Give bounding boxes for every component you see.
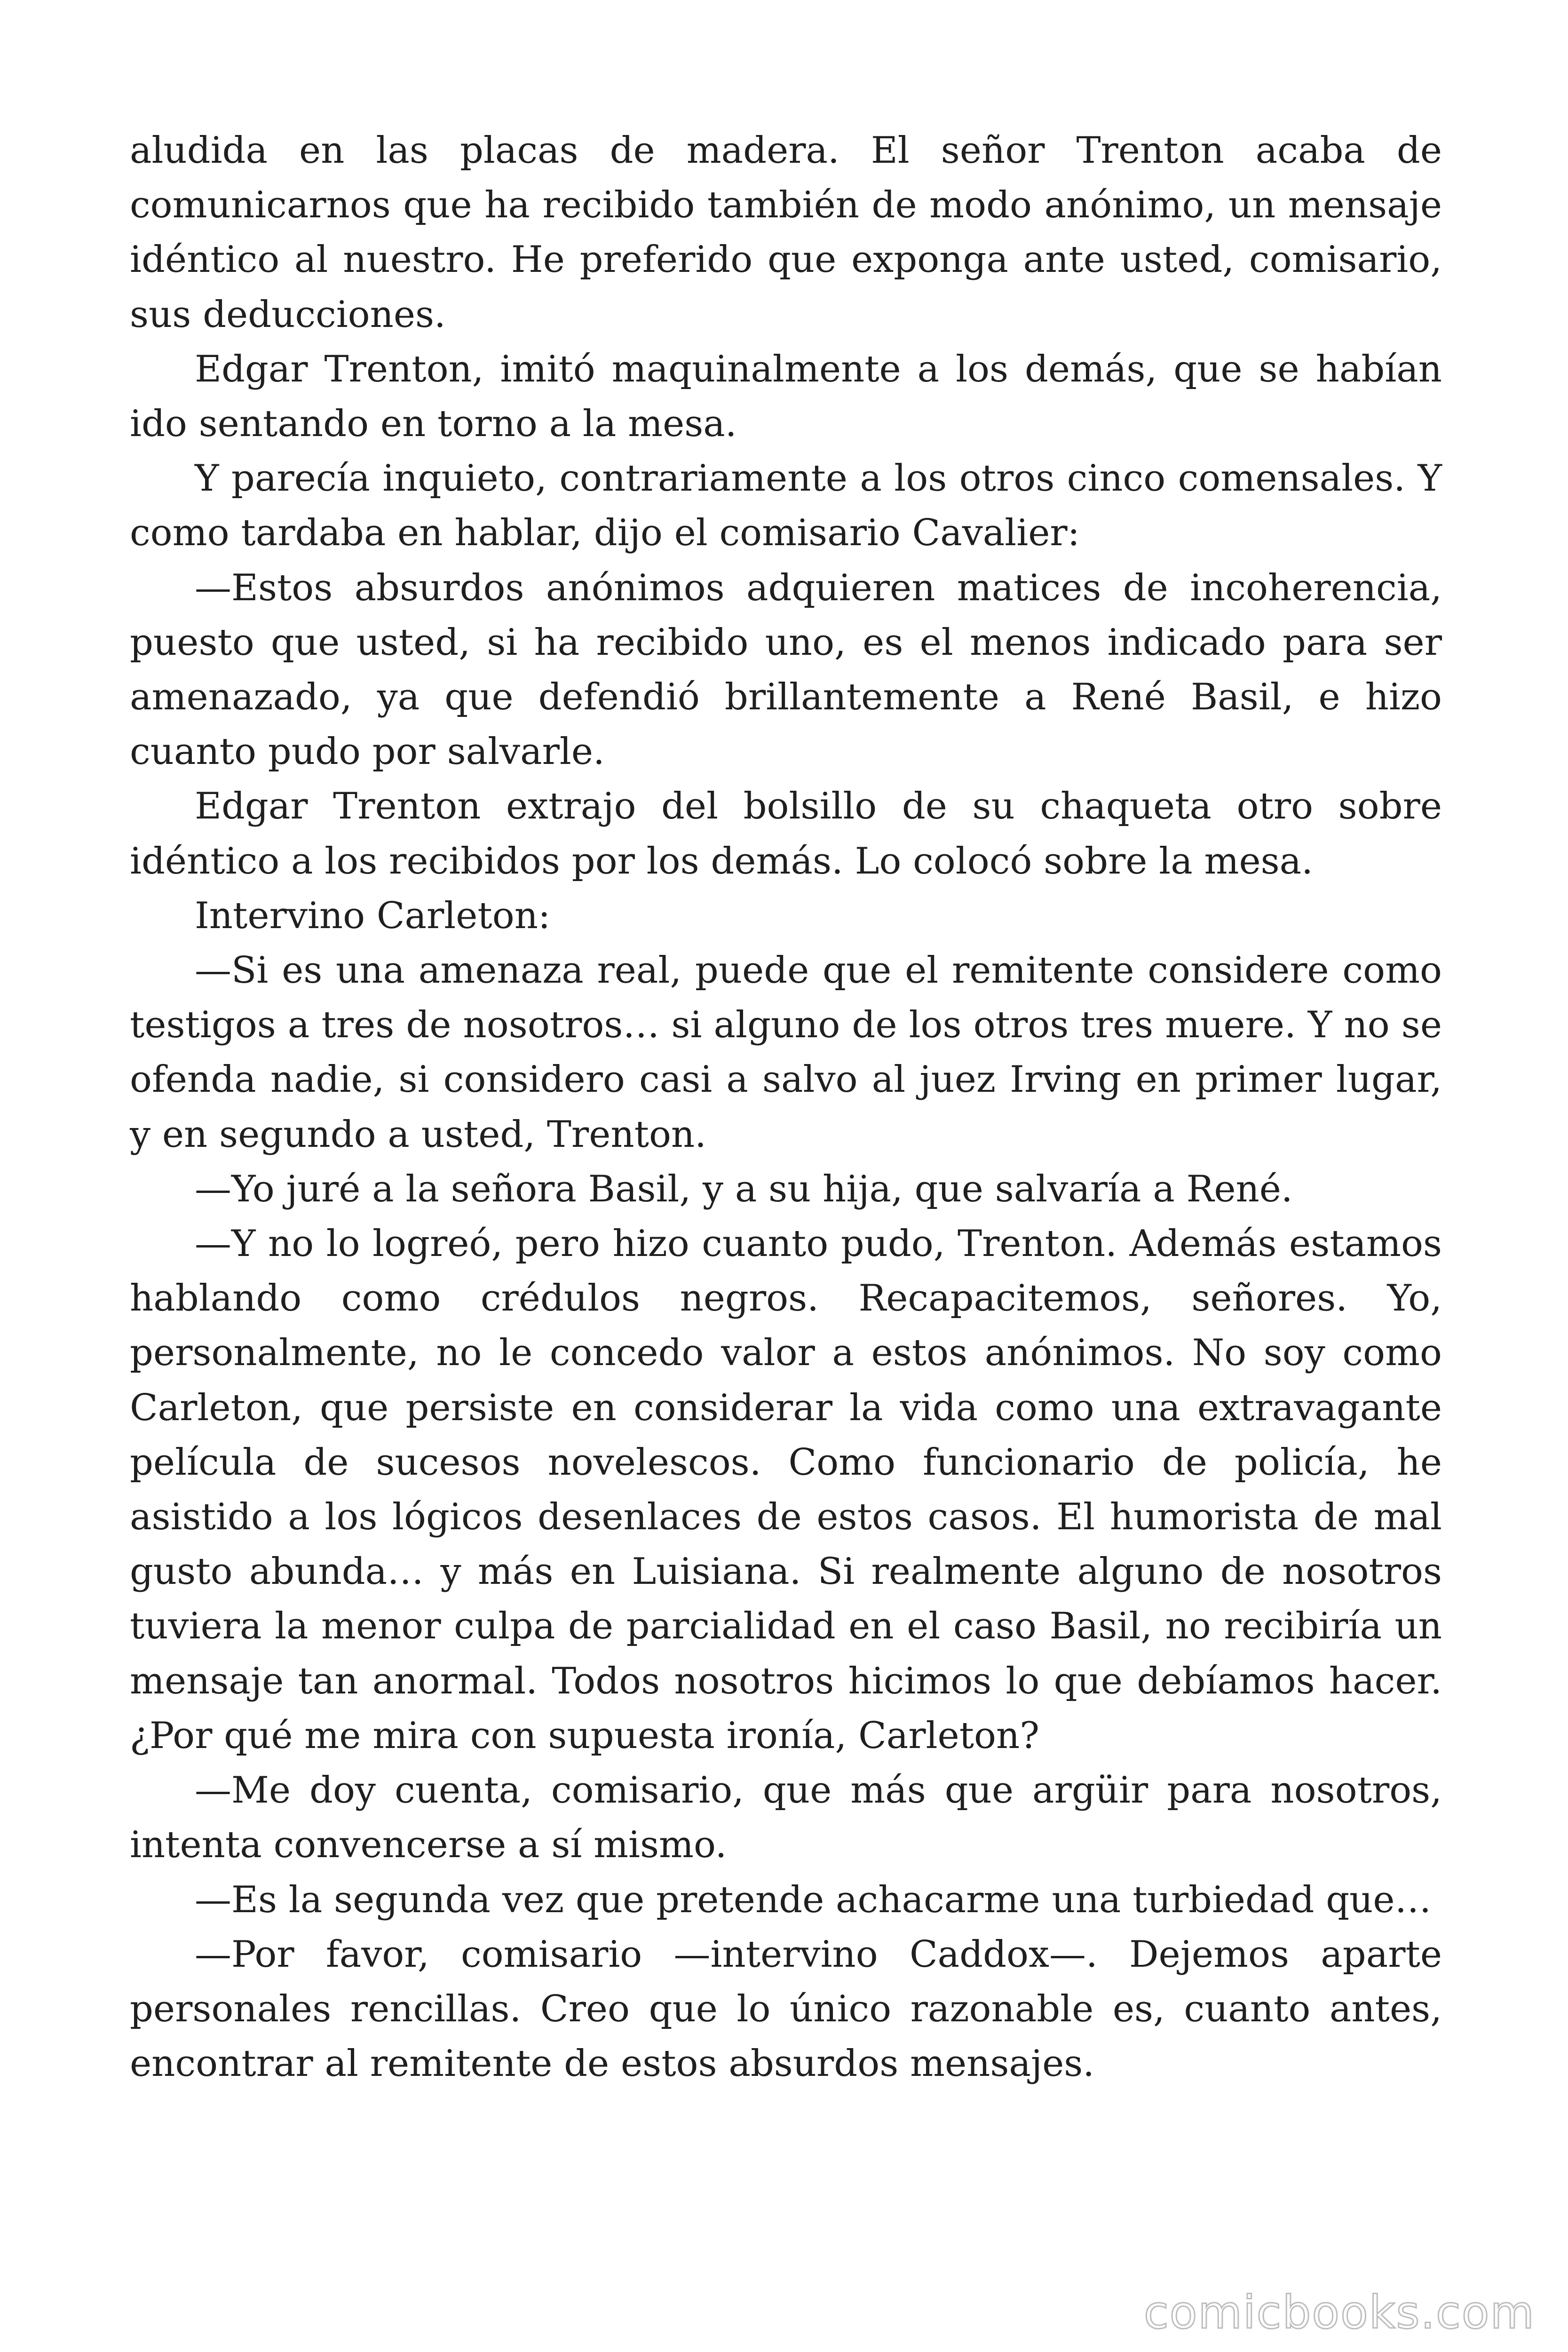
paragraph-12: —Por favor, comisario —intervino Caddox—. Dejemos aparte personales rencillas. Creo que lo único razonable es, cuanto antes, encontrar al remitente de estos absurdos mensajes. bbox=[130, 1933, 1442, 2085]
paragraph-10: —Me doy cuenta, comisario, que más que argüir para nosotros, intenta convencerse a sí mismo. bbox=[130, 1769, 1442, 1867]
paragraph-6: Intervino Carleton: bbox=[195, 894, 551, 937]
paragraph-11: —Es la segunda vez que pretende achacarme una turbiedad que… bbox=[195, 1878, 1432, 1921]
paragraph-1: aludida en las placas de madera. El señor Trenton acaba de comunicarnos que ha recibido también de modo anónimo, un mensaje idéntico al nuestro. He preferido que exponga ante usted, comisario, sus deducciones. bbox=[130, 129, 1442, 336]
paragraph-4: —Estos absurdos anónimos adquieren matices de incoherencia, puesto que usted, si ha recibido uno, es el menos indicado para ser amenazado, ya que defendió brillantemente a René Basil, e hizo cuanto pudo por salvarle. bbox=[130, 566, 1442, 773]
paragraph-2: Edgar Trenton, imitó maquinalmente a los demás, que se habían ido sentando en torno a la mesa. bbox=[130, 348, 1442, 445]
paragraph-9: —Y no lo logreó, pero hizo cuanto pudo, Trenton. Además estamos hablando como crédulos negros. Recapacitemos, señores. Yo, personalmente, no le concedo valor a estos anónimos. No soy como Carleton, que persiste en considerar la vida como una extravagante película de sucesos novelescos. Como funcionario de policía, he asistido a los lógicos desenlaces de estos casos. El humorista de mal gusto abunda… y más en Luisiana. Si realmente alguno de nosotros tuviera la menor culpa de parcialidad en el caso Basil, no recibiría un mensaje tan anormal. Todos nosotros hicimos lo que debíamos hacer. ¿Por qué me mira con supuesta ironía, Carleton? bbox=[130, 1223, 1442, 1757]
page-body-text bbox=[130, 123, 1442, 2091]
watermark: comicbooks.com bbox=[1143, 2286, 1535, 2339]
paragraph-3: Y parecía inquieto, contrariamente a los otros cinco comensales. Y como tardaba en hablar, dijo el comisario Cavalier: bbox=[130, 457, 1442, 555]
paragraph-8: —Yo juré a la señora Basil, y a su hija, que salvaría a René. bbox=[195, 1168, 1293, 1210]
paragraph-7: —Si es una amenaza real, puede que el remitente considere como testigos a tres de nosotros… si alguno de los otros tres muere. Y no se ofenda nadie, si considero casi a salvo al juez Irving en primer lugar, y en segundo a usted, Trenton. bbox=[130, 949, 1442, 1156]
paragraph-5: Edgar Trenton extrajo del bolsillo de su chaqueta otro sobre idéntico a los recibidos por los demás. Lo colocó sobre la mesa. bbox=[130, 785, 1442, 882]
